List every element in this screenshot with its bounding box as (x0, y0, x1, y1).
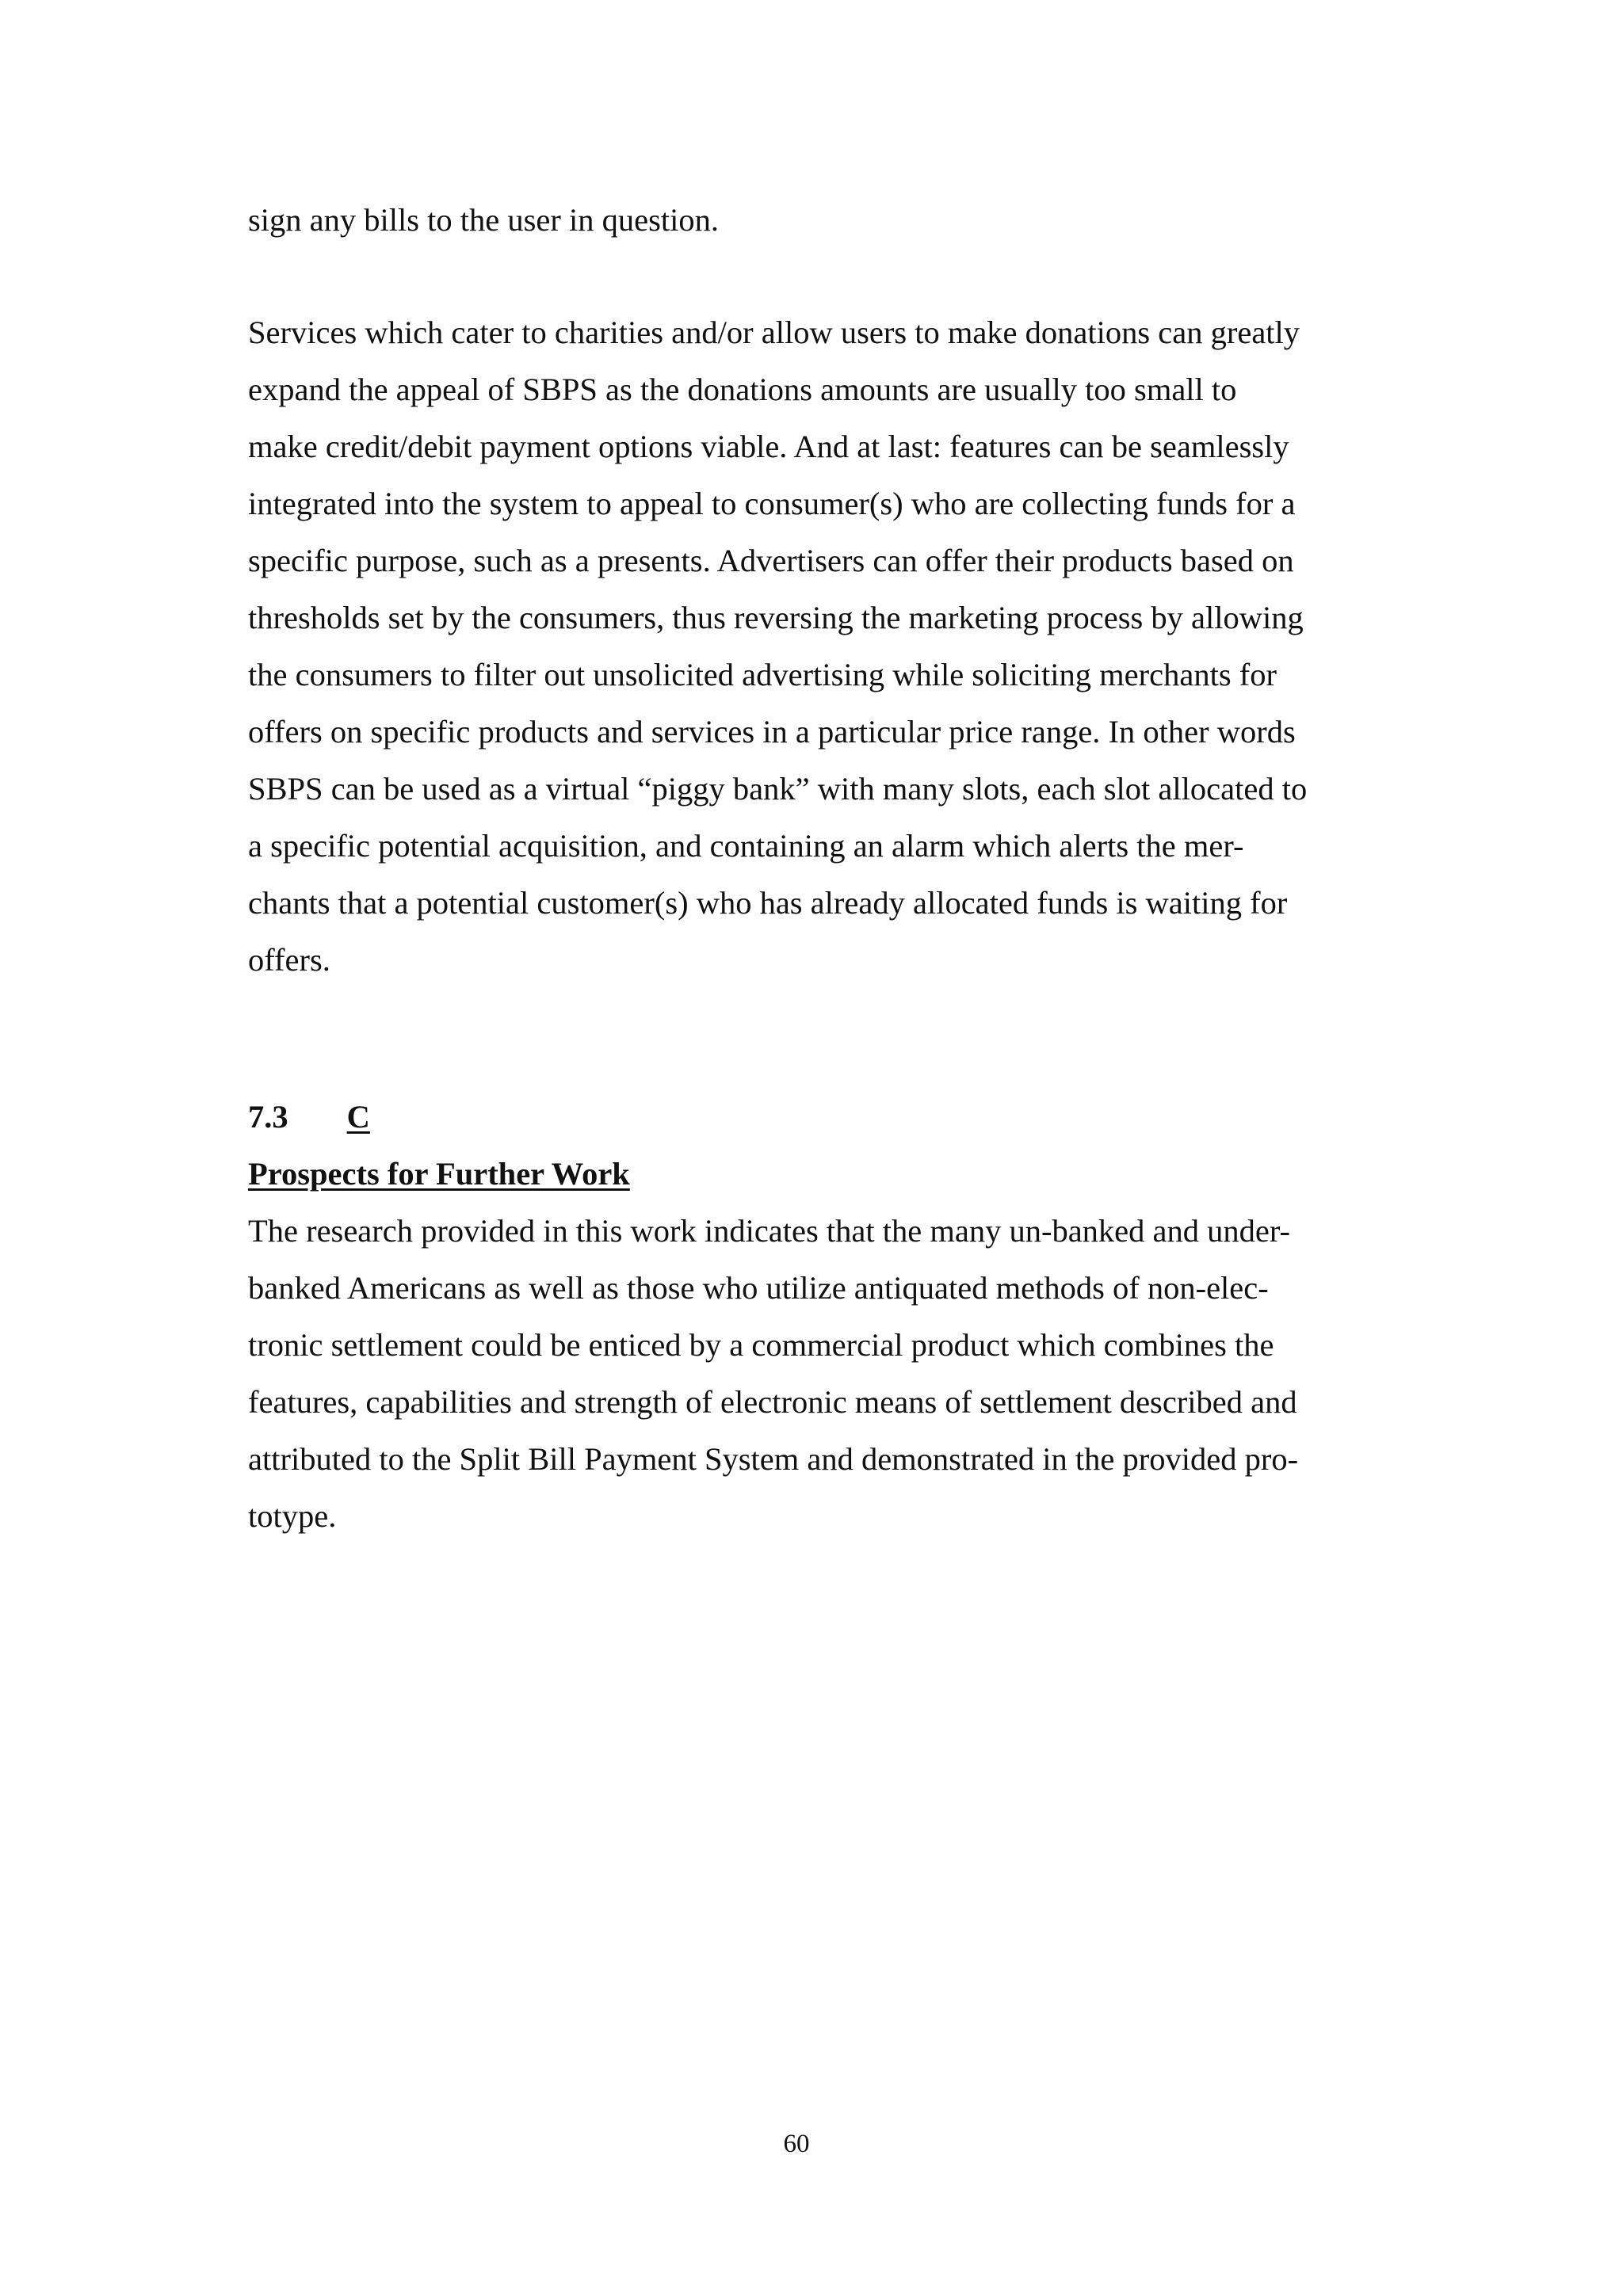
text-line: tronic settlement could be enticed by a commercial product which combines the (248, 1327, 1274, 1363)
section-number: 7.3 (248, 1099, 288, 1135)
text-line: offers on specific products and services in a particular price range. In other words (248, 714, 1296, 749)
section-heading (248, 1101, 370, 1134)
section-title (248, 1158, 630, 1191)
section-letter: C (346, 1099, 370, 1135)
text-line: chants that a potential customer(s) who has already allocated funds is waiting for (248, 885, 1288, 921)
text-line: SBPS can be used as a virtual “piggy bank” with many slots, each slot allocated to (248, 771, 1308, 807)
text-line: features, capabilities and strength of electronic means of settlement described and (248, 1384, 1297, 1420)
text-line: offers. (248, 942, 330, 978)
text-line: attributed to the Split Bill Payment System and demonstrated in the provided pro- (248, 1441, 1299, 1477)
text-line: banked Americans as well as those who utilize antiquated methods of non-elec- (248, 1270, 1269, 1306)
text-line: a specific potential acquisition, and containing an alarm which alerts the mer- (248, 828, 1244, 864)
text-line: integrated into the system to appeal to consumer(s) who are collecting funds for a (248, 486, 1296, 521)
text-line: Services which cater to charities and/or allow users to make donations can greatly (248, 315, 1300, 350)
page-number: 60 (783, 2130, 810, 2158)
carryover-line: sign any bills to the user in question. (248, 202, 719, 238)
section-title-text: Prospects for Further Work (248, 1156, 630, 1192)
text-line: thresholds set by the consumers, thus reversing the marketing process by allowing (248, 600, 1304, 635)
text-line: make credit/debit payment options viable. And at last: features can be seamlessly (248, 429, 1289, 464)
text-line: expand the appeal of SBPS as the donations amounts are usually too small to (248, 372, 1237, 407)
text-line: specific purpose, such as a presents. Advertisers can offer their products based on (248, 543, 1294, 578)
text-line: The research provided in this work indicates that the many un-banked and under- (248, 1213, 1291, 1249)
text-line: totype. (248, 1498, 337, 1534)
text-line: the consumers to filter out unsolicited advertising while soliciting merchants for (248, 657, 1277, 692)
